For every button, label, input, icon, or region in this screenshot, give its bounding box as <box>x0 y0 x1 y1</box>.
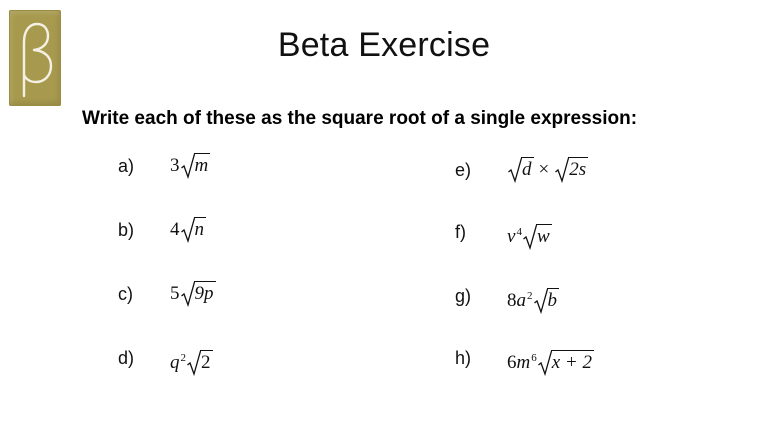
math-expression <box>507 216 552 253</box>
variable: v <box>507 226 516 247</box>
exponent: 4 <box>516 226 522 238</box>
square-root <box>523 221 552 253</box>
radical-sign-icon <box>181 153 195 179</box>
radical-sign-icon <box>523 224 537 250</box>
square-root <box>534 285 560 317</box>
variable: a <box>516 290 526 311</box>
math-expression <box>170 214 206 246</box>
item-label: e) <box>455 160 472 180</box>
variable: m <box>516 352 531 373</box>
radical-sign-icon <box>508 157 522 183</box>
radical-sign-icon <box>187 350 201 376</box>
square-root <box>508 154 534 186</box>
radical-sign-icon <box>181 217 195 243</box>
radical-sign-icon <box>555 157 569 183</box>
radicand: 2s <box>569 159 587 180</box>
square-root <box>181 278 216 310</box>
item-label: h) <box>455 348 472 368</box>
radical-sign-icon <box>534 288 548 314</box>
radicand: 9p <box>194 283 214 304</box>
radicand: m <box>194 155 209 176</box>
page-title: Beta Exercise <box>277 26 491 64</box>
radicand: b <box>547 290 557 311</box>
instruction-text: Write each of these as the square root of a single expression: <box>82 108 638 129</box>
coefficient: 8 <box>507 290 517 311</box>
item-label: b) <box>118 220 135 240</box>
square-root <box>181 150 211 182</box>
exponent: 2 <box>180 352 186 364</box>
square-root <box>187 347 213 379</box>
radical-sign-icon <box>538 350 552 376</box>
coefficient: 6 <box>507 352 517 373</box>
coefficient: 4 <box>170 219 180 240</box>
radicand: d <box>522 159 532 180</box>
radical-sign-icon <box>181 281 195 307</box>
exponent: 2 <box>527 290 533 302</box>
exercise-item-b <box>118 214 418 254</box>
coefficient: 5 <box>170 283 180 304</box>
multiply-operator: × <box>538 159 550 180</box>
radicand: w <box>536 226 550 247</box>
exercise-item-f <box>455 216 755 256</box>
square-root <box>555 154 588 186</box>
math-expression <box>170 278 216 310</box>
item-label: d) <box>118 348 135 368</box>
radicand: x + 2 <box>551 352 592 373</box>
exponent: 6 <box>531 352 537 364</box>
square-root <box>181 214 207 246</box>
exercise-item-h <box>455 342 755 382</box>
math-expression <box>507 280 559 317</box>
math-expression <box>170 150 210 182</box>
item-label: a) <box>118 156 135 176</box>
exercise-item-e <box>455 154 755 194</box>
exercise-item-a <box>118 150 418 190</box>
square-root <box>538 347 594 379</box>
item-label: g) <box>455 286 472 306</box>
variable: q <box>170 352 180 373</box>
item-label: f) <box>455 222 466 242</box>
math-expression <box>507 154 588 186</box>
exercise-item-g <box>455 280 755 320</box>
math-expression <box>507 342 594 379</box>
exercise-item-c <box>118 278 418 318</box>
item-label: c) <box>118 284 133 304</box>
exercise-item-d <box>118 342 418 382</box>
coefficient: 3 <box>170 155 180 176</box>
radicand: n <box>194 219 204 240</box>
radicand: 2 <box>201 352 211 373</box>
math-expression <box>170 342 213 379</box>
